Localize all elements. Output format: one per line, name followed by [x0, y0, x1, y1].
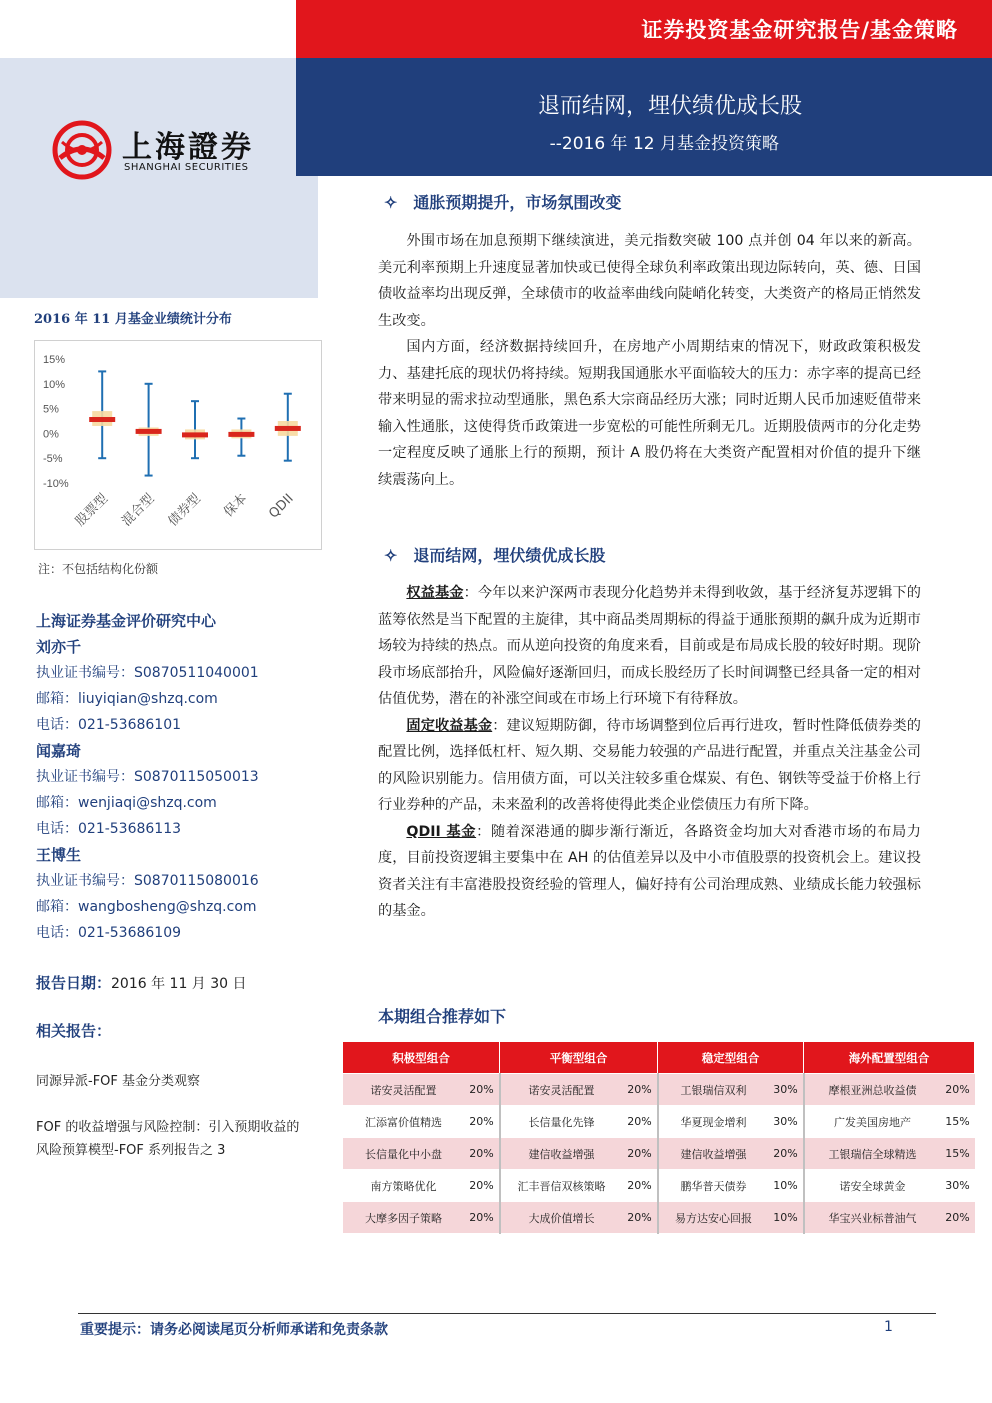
x-tick-label: 股票型: [72, 491, 112, 530]
research-center-name: 上海证券基金评价研究中心: [36, 612, 217, 630]
portfolio-row: [343, 1138, 975, 1170]
logo-emblem-icon: [50, 118, 114, 182]
y-tick-label: 10%: [43, 378, 66, 391]
portfolio-row: [343, 1202, 975, 1234]
portfolio-header: 平衡型组合: [500, 1042, 658, 1074]
related-report-link[interactable]: 同源异派-FOF 基金分类观察: [36, 1074, 201, 1089]
fund-weight: 20%: [465, 1138, 500, 1170]
fund-weight: 20%: [465, 1170, 500, 1202]
fund-name: 摩根亚洲总收益债: [804, 1074, 941, 1106]
y-tick-label: -5%: [43, 453, 63, 466]
fund-name: 华夏现金增利: [658, 1106, 769, 1138]
y-tick-label: 15%: [43, 354, 66, 366]
page-number: 1: [884, 1319, 893, 1335]
x-tick-label: 保本: [221, 491, 251, 521]
analyst-name: 刘亦千: [36, 638, 82, 656]
fund-name: 汇添富价值精选: [343, 1106, 465, 1138]
analyst-name: 闻嘉琦: [36, 742, 82, 760]
diamond-bullet-icon: ✧: [384, 546, 398, 565]
fund-name: 南方策略优化: [343, 1170, 465, 1202]
y-tick-label: 5%: [43, 403, 59, 416]
portfolio-header: 海外配置型组合: [804, 1042, 975, 1074]
chart-container: [34, 340, 322, 550]
report-title: 退而结网，埋伏绩优成长股: [537, 94, 802, 119]
portfolio-row: [343, 1170, 975, 1202]
paragraph-qdii: QDII 基金：随着深港通的脚步渐行渐近，各路资金均加大对香港市场的布局力度，目前投资逻辑主要集中在 AH 的估值差异以及中小市值股票的投资机会上。建议投资者关注有丰富港股投资经验的管理人，偏好持有公司治理成熟、业绩成长能力较强标的基金。: [378, 823, 921, 919]
analyst-phone: 电话：021-53686101: [36, 717, 182, 733]
title-banner: [296, 58, 992, 176]
portfolio-table: [342, 1041, 975, 1234]
fund-weight: 30%: [769, 1106, 804, 1138]
item-label: 权益基金: [406, 585, 464, 601]
paragraph-fixed-income: 固定收益基金：建议短期防御，待市场调整到位后再行进攻，暂时性降低债券类的配置比例，选择低杠杆、短久期、交易能力较强的产品进行配置，并重点关注基金公司的风险识别能力。信用债方面，可以关注较多重仓煤炭、有色、钢铁等受益于价格上行行业券种的产品，未来盈利的改善将使得此类企业偿债压力有所下降。: [378, 717, 921, 813]
fund-name: 长信量化中小盘: [343, 1138, 465, 1170]
analyst-phone: 电话：021-53686109: [36, 925, 182, 941]
fund-name: 华宝兴业标普油气: [804, 1202, 941, 1234]
chart-title: 2016 年 11 月基金业绩统计分布: [34, 312, 232, 327]
fund-weight: 20%: [941, 1202, 975, 1234]
section-2-body: [378, 580, 921, 925]
x-tick-label: 债券型: [165, 491, 204, 530]
fund-weight: 15%: [941, 1138, 975, 1170]
fund-name: 广发美国房地产: [804, 1106, 941, 1138]
fund-weight: 10%: [769, 1202, 804, 1234]
portfolio-row: [343, 1106, 975, 1138]
analyst-cert: 执业证书编号：S0870511040001: [36, 665, 259, 681]
analyst-phone: 电话：021-53686113: [36, 821, 182, 837]
report-subtitle: --2016 年 12 月基金投资策略: [549, 134, 779, 154]
fund-name: 工银瑞信双利: [658, 1074, 769, 1106]
fund-weight: 20%: [623, 1138, 658, 1170]
fund-name: 大成价值增长: [500, 1202, 623, 1234]
section-heading-2: ✧ 退而结网，埋伏绩优成长股: [384, 546, 606, 565]
fund-weight: 20%: [465, 1202, 500, 1234]
fund-name: 诺安全球黄金: [804, 1170, 941, 1202]
portfolio-header: 稳定型组合: [658, 1042, 804, 1074]
section-1-body: [378, 228, 921, 493]
analyst-name: 王博生: [36, 846, 82, 864]
fund-weight: 20%: [769, 1138, 804, 1170]
fund-name: 汇丰晋信双核策略: [500, 1170, 623, 1202]
paragraph: 外围市场在加息预期下继续演进，美元指数突破 100 点并创 04 年以来的新高。美元利率预期上升速度显著加快或已使得全球负利率政策出现边际转向，英、德、日国债收益率均出现反弹，全球债市的收益率曲线向陡峭化转变，大类资产的格局正悄然发生改变。: [378, 233, 921, 329]
fund-name: 工银瑞信全球精选: [804, 1138, 941, 1170]
header-category-bar: [296, 0, 992, 58]
diamond-bullet-icon: ✧: [384, 193, 398, 212]
fund-weight: 20%: [623, 1074, 658, 1106]
fund-weight: 15%: [941, 1106, 975, 1138]
median-mark: [182, 432, 208, 437]
analyst-cert: 执业证书编号：S0870115080016: [36, 873, 259, 889]
item-label: QDII 基金: [406, 823, 477, 840]
fund-weight: 20%: [465, 1106, 500, 1138]
footer-notice: 重要提示：请务必阅读尾页分析师承诺和免责条款: [80, 1322, 388, 1338]
portfolio-table-wrap: [342, 1041, 975, 1234]
fund-name: 易方达安心回报: [658, 1202, 769, 1234]
fund-weight: 10%: [769, 1170, 804, 1202]
footer-divider: [78, 1313, 936, 1314]
x-tick-label: QDII: [266, 491, 297, 522]
analyst-email[interactable]: 邮箱：wenjiaqi@shzq.com: [36, 795, 217, 811]
box-plot-chart: [35, 341, 321, 549]
portfolio-header: 积极型组合: [343, 1042, 500, 1074]
fund-name: 建信收益增强: [658, 1138, 769, 1170]
fund-weight: 20%: [623, 1106, 658, 1138]
median-mark: [228, 432, 254, 437]
fund-name: 鹏华普天债券: [658, 1170, 769, 1202]
paragraph: 国内方面，经济数据持续回升，在房地产小周期结束的情况下，财政政策积极发力、基建托底的现状仍将持续。短期我国通胀水平面临较大的压力：赤字率的提高已经带来明显的需求拉动型通胀，黑色系大宗商品经历大涨；同时近期人民币加速贬值带来输入性通胀，这使得货币政策进一步宽松的可能性所剩无几。近期股债两市的分化走势一定程度反映了通胀上行的预期，预计 A 股仍将在大类资产配置相对价值的提升下继续震荡向上。: [378, 339, 921, 488]
x-tick-label: 混合型: [119, 491, 158, 530]
fund-name: 长信量化先锋: [500, 1106, 623, 1138]
median-mark: [89, 417, 115, 422]
logo-text-cn: 上海證券: [122, 130, 254, 165]
logo-text-en: SHANGHAI SECURITIES: [124, 162, 249, 173]
company-logo: [50, 118, 290, 184]
fund-name: 诺安灵活配置: [343, 1074, 465, 1106]
fund-weight: 20%: [465, 1074, 500, 1106]
fund-weight: 30%: [941, 1170, 975, 1202]
analyst-email[interactable]: 邮箱：liuyiqian@shzq.com: [36, 691, 218, 707]
paragraph-equity: 权益基金：今年以来沪深两市表现分化趋势并未得到收敛，基于经济复苏逻辑下的蓝筹依然是当下配置的主旋律，其中商品类周期标的得益于通胀预期的飙升成为近期市场较为持续的热点。而从逆向投资的角度来看，目前或是布局成长股的较好时期。现阶段市场底部抬升，风险偏好逐渐回归，而成长股经历了长时间调整已经具备一定的相对估值优势，潜在的补涨空间或在市场上行环境下有待释放。: [378, 585, 921, 707]
item-label: 固定收益基金: [406, 717, 493, 734]
related-reports-label: 相关报告：: [36, 1022, 112, 1040]
section-heading-1: ✧ 通胀预期提升，市场氛围改变: [384, 193, 622, 212]
fund-name: 建信收益增强: [500, 1138, 623, 1170]
fund-weight: 20%: [623, 1202, 658, 1234]
chart-note: 注：不包括结构化份额: [38, 562, 159, 576]
median-mark: [136, 429, 162, 434]
fund-weight: 20%: [941, 1074, 975, 1106]
portfolio-row: [343, 1074, 975, 1106]
analyst-cert: 执业证书编号：S0870115050013: [36, 769, 259, 785]
y-tick-label: -10%: [43, 478, 69, 490]
related-report-link[interactable]: FOF 的收益增强与风险控制：引入预期收益的风险预算模型-FOF 系列报告之 3: [36, 1120, 300, 1158]
fund-name: 大摩多因子策略: [343, 1202, 465, 1234]
analyst-email[interactable]: 邮箱：wangbosheng@shzq.com: [36, 899, 257, 915]
report-date: 报告日期：2016 年 11 月 30 日: [36, 974, 247, 992]
fund-name: 诺安灵活配置: [500, 1074, 623, 1106]
median-mark: [275, 426, 301, 431]
portfolio-title: 本期组合推荐如下: [378, 1007, 507, 1026]
report-category: 证券投资基金研究报告/基金策略: [641, 17, 958, 42]
y-tick-label: 0%: [43, 428, 59, 441]
fund-weight: 20%: [623, 1170, 658, 1202]
fund-weight: 30%: [769, 1074, 804, 1106]
